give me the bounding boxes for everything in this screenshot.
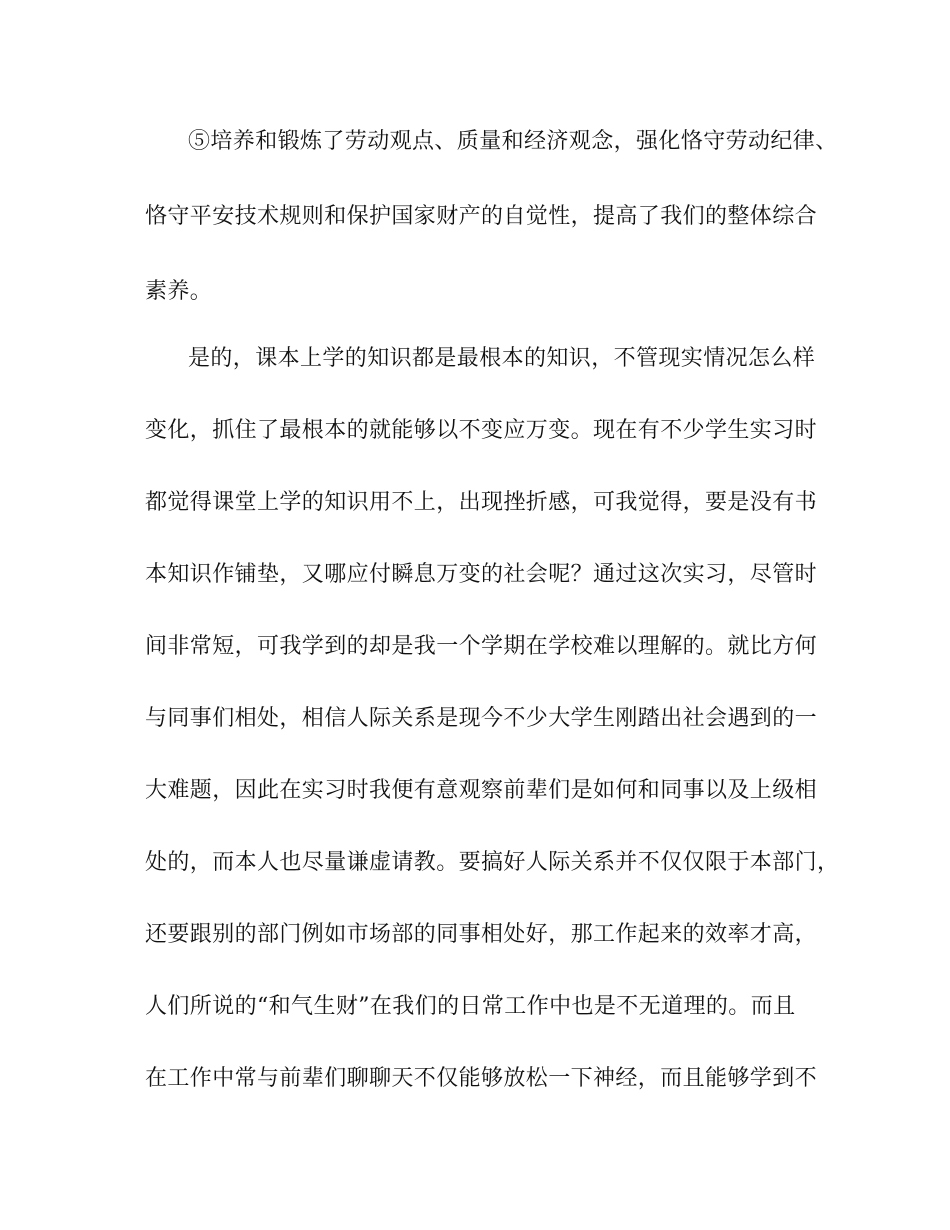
paragraph-2-line-5: 间非常短，可我学到的却是我一个学期在学校难以理解的。就比方何 [145,634,818,659]
paragraph-2-line-3: 都觉得课堂上学的知识用不上，出现挫折感，可我觉得，要是没有书 [145,490,818,515]
paragraph-2-line-6: 与同事们相处，相信人际关系是现今不少大学生刚踏出社会遇到的一 [145,706,818,731]
paragraph-2-line-7: 大难题，因此在实习时我便有意观察前辈们是如何和同事以及上级相 [145,778,818,803]
paragraph-2-line-10: 人们所说的“和气生财”在我们的日常工作中也是不无道理的。而且 [145,994,796,1019]
paragraph-2-line-8: 处的，而本人也尽量谦虚请教。要搞好人际关系并不仅仅限于本部门， [145,850,840,875]
paragraph-2-line-2: 变化，抓住了最根本的就能够以不变应万变。现在有不少学生实习时 [145,418,818,443]
paragraph-1-line-2: 恪守平安技术规则和保护国家财产的自觉性，提高了我们的整体综合 [145,204,818,229]
paragraph-1-line-1: ⑤培养和锻炼了劳动观点、质量和经济观念，强化恪守劳动纪律、 [188,129,838,154]
paragraph-2-line-1: 是的，课本上学的知识都是最根本的知识，不管现实情况怎么样 [188,346,816,371]
paragraph-2-line-11: 在工作中常与前辈们聊聊天不仅能够放松一下神经，而且能够学到不 [145,1066,818,1091]
paragraph-1-line-3: 素养。 [145,279,213,304]
paragraph-2-line-9: 还要跟别的部门例如市场部的同事相处好，那工作起来的效率才高， [145,922,818,947]
paragraph-2-line-4: 本知识作铺垫，又哪应付瞬息万变的社会呢？通过这次实习，尽管时 [145,562,818,587]
